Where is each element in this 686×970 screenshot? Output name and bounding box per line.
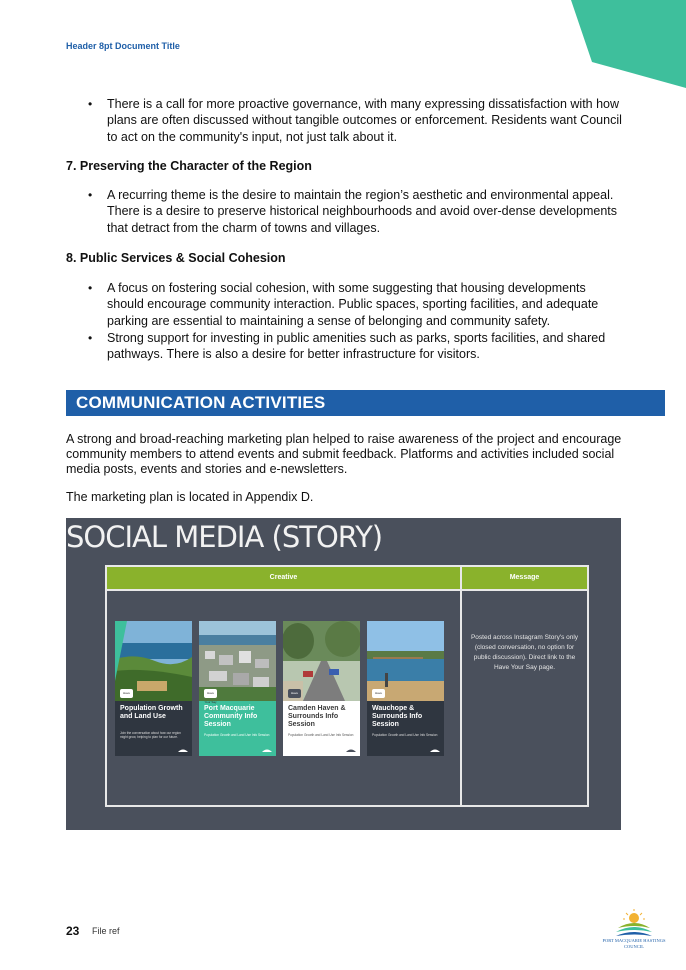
section-8-heading: 8. Public Services & Social Cohesion: [66, 251, 286, 265]
story-card-camden-haven: [283, 621, 360, 756]
card-description: Population Growth and Land Use Info Session: [204, 733, 270, 737]
slide-table: [105, 565, 589, 807]
slide-title: SOCIAL MEDIA (STORY): [66, 520, 383, 554]
story-card-port-macquarie: [199, 621, 276, 756]
council-mini-logo: [262, 747, 272, 752]
section-banner: [66, 390, 665, 416]
card-title: Port Macquarie Community Info Session: [204, 705, 258, 728]
appendix-note: The marketing plan is located in Appendix D.: [66, 490, 314, 504]
list-item: • There is a call for more proactive governance, with many expressing dissatisfaction with how plans are often discussed without tangible outcomes or enforcement. Residents want Council to act on the community's input, not just talk about it.: [88, 97, 622, 144]
card-description: Population Growth and Land Use Info Session: [288, 733, 354, 737]
card-description: Population Growth and Land Use Info Session: [372, 733, 438, 737]
have-your-say-badge: Have Your Say: [372, 691, 385, 704]
council-logo-text: PORT MACQUARIE HASTINGS COUNCIL: [602, 938, 666, 949]
banner-title: COMMUNICATION ACTIVITIES: [76, 393, 326, 412]
council-mini-logo: [346, 747, 356, 752]
card-title: Wauchope & Surrounds Info Session: [372, 705, 423, 728]
council-mini-logo: [430, 747, 440, 752]
list-item: • Strong support for investing in public amenities such as parks, sports facilities, and shared pathways. There is also a desire for better infrastructure for visitors.: [88, 330, 606, 362]
communication-paragraph: A strong and broad-reaching marketing plan helped to raise awareness of the project and encourage community members to attend events and submit feedback. Platforms and activities included social media posts, events and stories and e-newsletters.: [66, 432, 622, 476]
story-card-wauchope: [367, 621, 444, 756]
story-card-population: [115, 621, 192, 756]
creative-column-header: Creative: [107, 567, 460, 591]
file-ref: File ref: [92, 926, 120, 936]
have-your-say-badge: Have Your Say: [204, 691, 217, 704]
list-item: • A recurring theme is the desire to maintain the region’s aesthetic and environmental appeal. There is a desire to preserve historical neighbourhoods and avoid over-dense developments that detract from the charm of towns and villages.: [88, 188, 618, 235]
intro-bullet-list: [66, 96, 626, 146]
message-cell-text: Posted across Instagram Story's only (closed conversation, no option for public discussion). Direct link to the Have Your Say page.: [470, 634, 579, 671]
council-mini-logo: [178, 747, 188, 752]
message-column-header: Message: [462, 567, 587, 591]
list-item: • A focus on fostering social cohesion, with some suggesting that housing developments should encourage community interaction. Public spaces, sporting facilities, and adequate parking are essential to maintaining a sense of belonging and community safety.: [88, 281, 599, 328]
have-your-say-badge: Have Your Say: [288, 691, 301, 704]
have-your-say-badge: Have Your Say: [120, 691, 133, 704]
card-title: Population Growth and Land Use: [120, 705, 183, 720]
section-8-bullet-list: [66, 280, 626, 363]
social-media-slide: [66, 518, 621, 830]
column-divider: [460, 567, 462, 805]
header-document-title: Header 8pt Document Title: [66, 41, 180, 51]
card-description: Join the conversation about how our region might grow, helping to plan for our future.: [120, 731, 181, 740]
section-7-heading: 7. Preserving the Character of the Region: [66, 159, 312, 173]
section-7-bullet-list: [66, 187, 626, 237]
page-number: 23: [66, 924, 80, 938]
card-title: Camden Haven & Surrounds Info Session: [288, 705, 346, 728]
